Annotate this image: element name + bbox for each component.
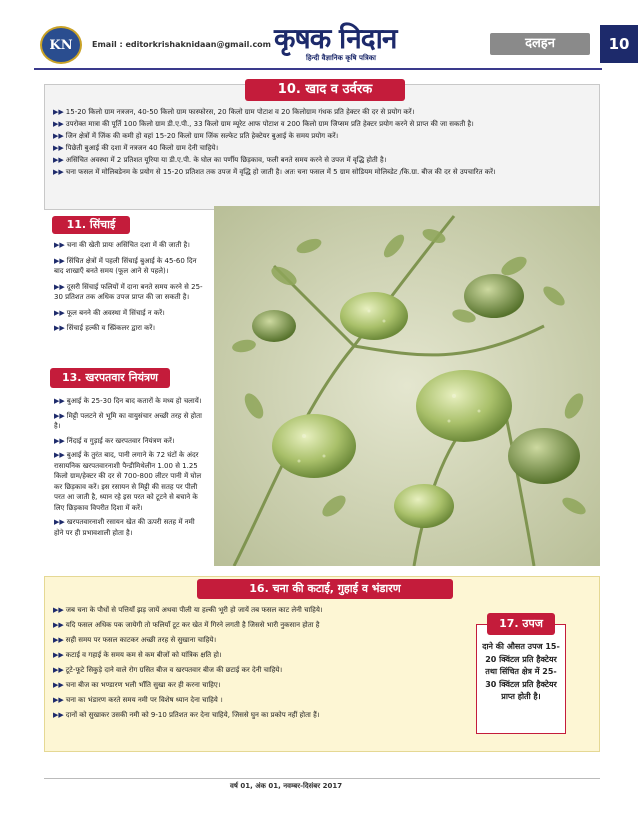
masthead-title: कृषक निदान — [274, 22, 397, 55]
fertilizer-list — [53, 107, 593, 179]
section-irrigation-title: 11. सिंचाई — [52, 216, 130, 234]
double-arrow-icon: ▶▶ — [54, 436, 65, 445]
double-arrow-icon: ▶▶ — [53, 144, 64, 152]
double-arrow-icon: ▶▶ — [54, 282, 65, 291]
list-item: ▶▶ उपरोक्त मात्रा की पूर्ति 100 किलो ग्राम डी.ए.पी., 33 किलो ग्राम म्यूरेट आफ पोटाश व 200 किलो ग्राम जिप्सम प्रति हेक्टर प्रयोग करने से प्राप्त की जा सकती है। — [53, 120, 474, 128]
list-item: ▶▶ यदि फसल अधिक पक जायेगी तो फलियाँ टूट कर खेत में गिरने लगती है जिससे भारी नुकसान होता है — [53, 621, 320, 629]
double-arrow-icon: ▶▶ — [53, 636, 64, 644]
list-item: ▶▶ फूल बनने की अवस्था में सिंचाई न करें। — [54, 308, 165, 317]
section-weed-control-title: 13. खरपतवार नियंत्रण — [50, 368, 170, 388]
page-header — [34, 22, 630, 70]
list-item: ▶▶ चना फसल में मोलिबडेनम के प्रयोग से 15-20 प्रतिशत तक उपज में वृद्धि हो जाती है। अतः चना फसल में 5 ग्राम सोडियम मोलिब्डेट /कि.ग्रा. बीज की दर से उपचारित करें। — [53, 168, 496, 176]
category-label: दलहन — [490, 33, 590, 55]
list-item: ▶▶ दानों को सुखाकर उसकी नमी को 9-10 प्रतिशत कर देना चाहिये, जिससे घुन का प्रकोप नहीं होता हैं। — [53, 711, 320, 719]
list-item: ▶▶ असिंचित अवस्था में 2 प्रतिशत यूरिया या डी.ए.पी. के घोल का पर्णीय छिड़काव, फली बनते समय करने से उपज में वृद्धि होती है। — [53, 156, 387, 164]
double-arrow-icon: ▶▶ — [54, 241, 65, 249]
section-fertilizer — [44, 84, 600, 210]
double-arrow-icon: ▶▶ — [53, 156, 64, 164]
section-harvesting-title: 16. चना की कटाई, गुहाई व भंडारण — [197, 579, 453, 599]
double-arrow-icon: ▶▶ — [53, 120, 64, 128]
double-arrow-icon: ▶▶ — [54, 411, 65, 420]
section-yield — [476, 617, 566, 734]
double-arrow-icon: ▶▶ — [54, 451, 65, 459]
double-arrow-icon: ▶▶ — [53, 696, 64, 704]
footer-divider — [44, 778, 600, 779]
section-irrigation — [44, 212, 206, 362]
double-arrow-icon: ▶▶ — [53, 621, 64, 629]
list-item: ▶▶ बुआई के तुरंत बाद, पानी लगाने के 72 घंटों के अंदर रासायनिक खरपतवारनाशी पैन्डीमिथेलीन 1.00 से 1.25 किलो ग्राम/हेक्टर की दर से 700-800 लीटर पानी में घोल कर छिड़काव करें। इस रसायन से मिट्टी की सतह पर पीली परत आ जाती है, ध्यान रहे इस परत को टूटने से बचाने के लिए छिड़काव विपरीत दिशा में करें। — [54, 451, 202, 512]
logo: KN — [40, 26, 82, 64]
double-arrow-icon: ▶▶ — [54, 518, 65, 526]
double-arrow-icon: ▶▶ — [53, 132, 64, 140]
double-arrow-icon: ▶▶ — [53, 711, 64, 719]
chickpea-pods-photo — [214, 206, 600, 566]
list-item: ▶▶ सिंचाई हल्की व स्प्रिंकलर द्वारा करें। — [54, 324, 156, 332]
issue-footer: वर्ष 01, अंक 01, नवम्बर-दिसंबर 2017 — [230, 782, 343, 790]
double-arrow-icon: ▶▶ — [53, 168, 64, 176]
double-arrow-icon: ▶▶ — [53, 666, 64, 674]
list-item: ▶▶ कटाई व गहाई के समय कम से कम बीजों को यांत्रिक क्षति हो। — [53, 651, 222, 659]
yield-text: दाने की औसत उपज 15-20 क्विंटल प्रति हैक्टेयर तथा सिंचित क्षेत्र में 25-30 क्विंटल प्रति हैक्टेयर प्राप्त होती है। — [482, 642, 560, 701]
irrigation-list — [54, 240, 204, 339]
list-item: ▶▶ सिंचित क्षेत्रों में पहली सिंचाई बुआई के 45-60 दिन बाद शाखाएँ बनते समय (फूल आने से पहले)। — [54, 256, 197, 275]
double-arrow-icon: ▶▶ — [53, 681, 64, 689]
list-item: ▶▶ सही समय पर फसल काटकर अच्छी तरह से सुखाना चाहिये। — [53, 636, 217, 644]
section-yield-title: 17. उपज — [487, 613, 555, 635]
list-item: ▶▶ 15-20 किलो ग्राम नत्रजन, 40-50 किलो ग्राम फास्फोरस, 20 किलो ग्राम पोटाश व 20 किलोग्राम गंधक प्रति हेक्टर की दर से प्रयोग करें। — [53, 108, 415, 116]
email-address: Email : editorkrishaknidaan@gmail.com — [92, 40, 272, 49]
list-item: ▶▶ मिट्टी पलटने से भूमि का वायुसंचार अच्छी तरह से होता है। — [54, 411, 202, 430]
list-item: ▶▶ जिन क्षेत्रों में जिंक की कमी हो वहां 15-20 किलो ग्राम जिंक सल्फेट प्रति हेक्टेयर बुआई के समय प्रयोग करें। — [53, 132, 339, 140]
harvesting-list — [53, 605, 473, 725]
double-arrow-icon: ▶▶ — [54, 397, 65, 405]
section-weed-control — [44, 366, 206, 566]
double-arrow-icon: ▶▶ — [54, 324, 65, 332]
double-arrow-icon: ▶▶ — [53, 651, 64, 659]
list-item: ▶▶ दूसरी सिंचाई फलियों में दाना बनते समय करने से 25-30 प्रतिशत तक अधिक उपज प्राप्त की जा सकती है। — [54, 282, 203, 301]
list-item: ▶▶ टूटे-फूटे सिकुड़े दाने वाले रोग ग्रसित बीज व खरपतवार बीज की छटाई कर देनी चाहिये। — [53, 666, 283, 674]
double-arrow-icon: ▶▶ — [54, 308, 65, 317]
list-item: ▶▶ निंदाई व गुड़ाई कर खरपतवार नियंत्रण करें। — [54, 436, 175, 445]
list-item: ▶▶ चना की खेती प्रायः असिंचित दशा में की जाती है। — [54, 241, 190, 249]
list-item: ▶▶ पिछेती बुआई की दशा में नत्रजन 40 किलो ग्राम देनी चाहिये। — [53, 144, 219, 152]
list-item: ▶▶ जब चना के पौधों से पत्तियाँ झड़ जायें अथवा पीली या हल्की भूरी हो जायें तब फसल काट लेनी चाहिये। — [53, 606, 323, 614]
double-arrow-icon: ▶▶ — [53, 606, 64, 614]
weed-control-list — [54, 396, 204, 542]
section-fertilizer-title: 10. खाद व उर्वरक — [245, 79, 405, 101]
list-item: ▶▶ चना बीज का भण्डारण भली भाँति सुखा कर ही करना चाहिए। — [53, 681, 221, 689]
list-item: ▶▶ खरपतवारनाशी रसायन खेत की ऊपरी सतह में नमी होने पर ही प्रभावशाली होता है। — [54, 518, 195, 537]
masthead-tagline: हिन्दी वैज्ञानिक कृषि पत्रिका — [306, 54, 376, 62]
list-item: ▶▶ चना का भंडारण करते समय नमी पर विशेष ध्यान देना चाहिये । — [53, 696, 223, 704]
double-arrow-icon: ▶▶ — [54, 256, 65, 265]
list-item: ▶▶ बुआई के 25-30 दिन बाद कतारों के मध्य हो चलायें। — [54, 397, 202, 405]
page-number: 10 — [600, 25, 638, 63]
double-arrow-icon: ▶▶ — [53, 108, 64, 116]
